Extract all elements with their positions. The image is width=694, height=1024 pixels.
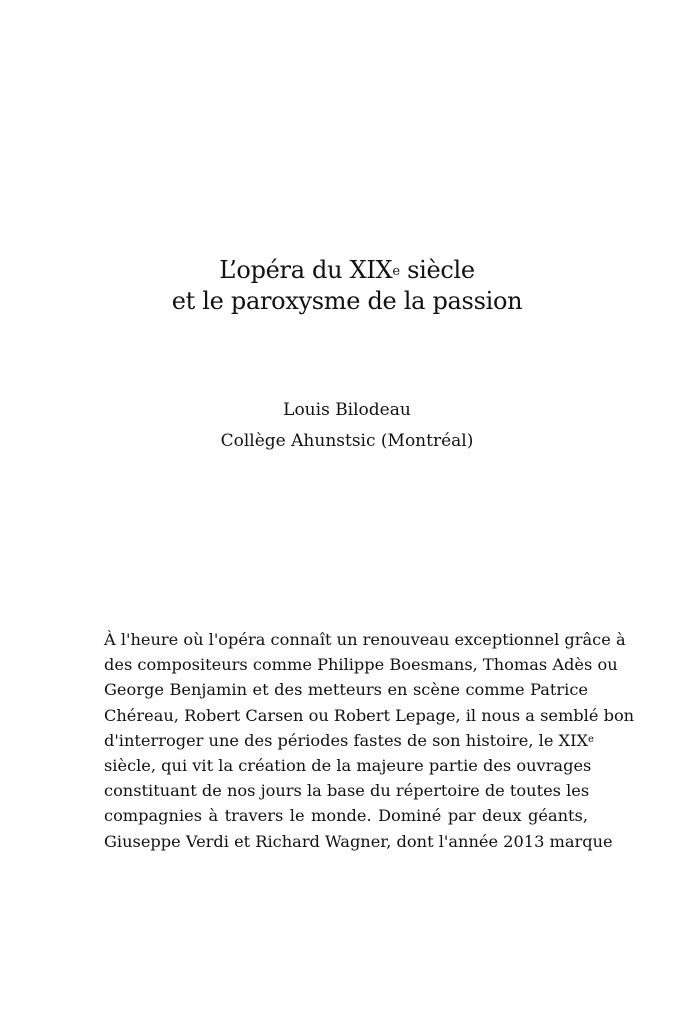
title-superscript: e — [392, 264, 400, 279]
title-line-2: et le paroxysme de la passion — [171, 287, 523, 315]
document-title — [0, 255, 694, 317]
title-line-1 — [0, 255, 694, 286]
author-block — [0, 395, 694, 457]
body-line-text: d'interroger une des périodes fastes de son histoire, le XIX — [104, 730, 589, 750]
title-line-1-text: L’opéra du XIX — [219, 256, 393, 284]
body-line: George Benjamin et des metteurs en scène comme Patrice — [104, 680, 588, 700]
body-paragraph — [104, 627, 635, 854]
body-line: Giuseppe Verdi et Richard Wagner, dont l'année 2013 marque — [104, 831, 613, 851]
author-name: Louis Bilodeau — [283, 400, 411, 420]
body-line: siècle, qui vit la création de la majeure partie des ouvrages — [104, 756, 592, 776]
body-line: compagnies à travers le monde. Dominé par deux géants, — [104, 806, 588, 826]
body-superscript: e — [588, 733, 594, 745]
author-affiliation: Collège Ahunstsic (Montréal) — [220, 431, 474, 451]
body-line: des compositeurs comme Philippe Boesmans, Thomas Adès ou — [104, 655, 618, 675]
body-line-with-superscript — [104, 728, 594, 753]
body-line: constituant de nos jours la base du répertoire de toutes les — [104, 781, 590, 801]
body-line: À l'heure où l'opéra connaît un renouveau exceptionnel grâce à — [104, 630, 626, 649]
body-line: Chéreau, Robert Carsen ou Robert Lepage, il nous a semblé bon — [104, 705, 635, 725]
title-line-1-suffix: siècle — [399, 256, 475, 284]
